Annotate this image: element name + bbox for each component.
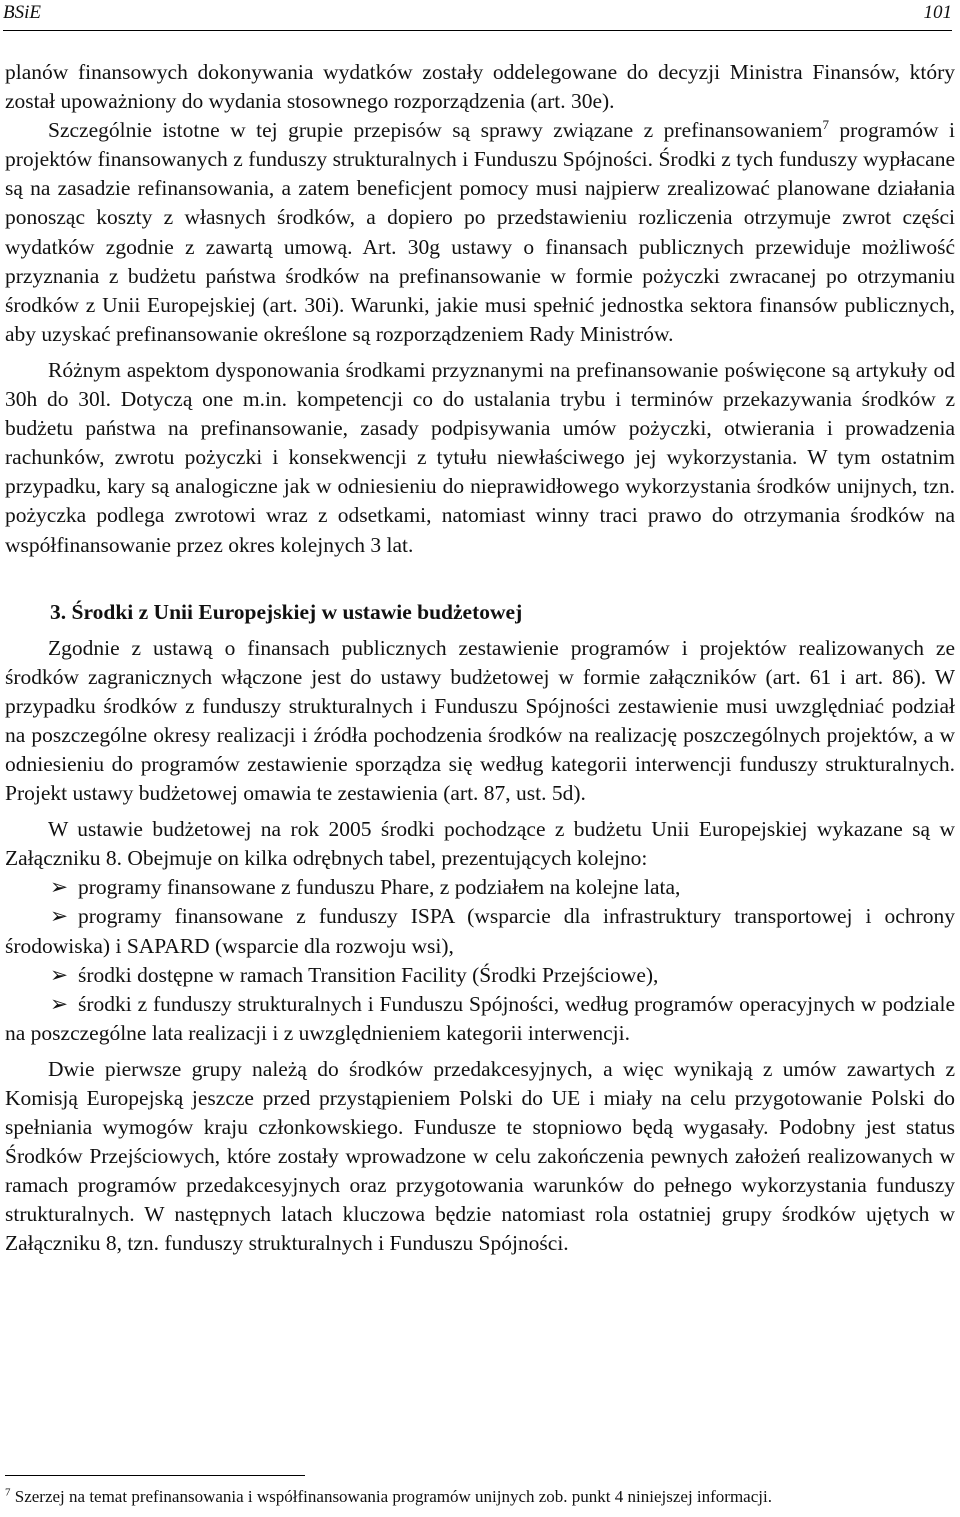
- bullet-list: [5, 873, 955, 1048]
- list-item-text: programy finansowane z funduszy ISPA (wsparcie dla infrastruktury transportowej i ochrony środowiska) i SAPARD (wsparcie dla rozwoju wsi),: [5, 904, 955, 958]
- list-item: [5, 873, 955, 902]
- list-item-text: środki z funduszy strukturalnych i Funduszu Spójności, według programów operacyjnych w podziale na poszczególne lata realizacji i z uwzględnieniem kategorii interwencji.: [5, 991, 955, 1045]
- footnote-text: Szerzej na temat prefinansowania i współfinansowania programów unijnych zob. punkt 4 niniejszej informacji.: [10, 1487, 772, 1506]
- list-item: [5, 961, 955, 990]
- list-item-text: środki dostępne w ramach Transition Facility (Środki Przejściowe),: [78, 962, 659, 987]
- list-item-text: programy finansowane z funduszu Phare, z podziałem na kolejne lata,: [78, 875, 681, 900]
- page-number: 101: [923, 2, 952, 23]
- paragraph-3: Różnym aspektom dysponowania środkami przyznanymi na prefinansowanie poświęcone są artykuły od 30h do 30l. Dotyczą one m.in. kompetencji co do ustalania trybu i terminów przekazywania środków z budżetu państwa na prefinansowanie, zasady podpisywania umów pożyczki, otwierania i prowadzenia rachunków, zwrotu pożyczki i konsekwencji z tytułu niewłaściwego jej wykorzystania. W tym ostatnim przypadku, kary są analogiczne jak w odniesieniu do nieprawidłowego wykorzystania środków unijnych, tzn. pożyczka podlega zwrotowi wraz z odsetkami, natomiast winny traci prawo do otrzymania środków na współfinansowanie przez okres kolejnych 3 lat.: [5, 357, 955, 557]
- arrow-bullet-icon: ➢: [50, 991, 69, 1016]
- list-item: [5, 902, 955, 960]
- paragraph-2-part-b: programów i projektów finansowanych z funduszy strukturalnych i Funduszu Spójności. Środki z tych funduszy wypłacane są na zasadzie refinansowania, a zatem beneficjent pomocy musi najpierw zrealizować planowane działania ponosząc koszty z własnych środków, a dopiero po przedstawieniu rozliczenia otrzymuje zwrot części wydatków zgodnie z zawartą umową. Art. 30g ustawy o finansach publicznych przewiduje możliwość przyznania z budżetu państwa środków na prefinansowanie w formie pożyczki zwracanej po otrzymaniu środków z Unii Europejskiej (art. 30i). Warunki, jakie musi spełnić jednostka sektora finansów publicznych, aby uzyskać prefinansowanie określone są rozporządzeniem Rady Ministrów.: [5, 118, 955, 346]
- paragraph-1: planów finansowych dokonywania wydatków zostały oddelegowane do decyzji Ministra Finansów, który został upoważniony do wydania stosownego rozporządzenia (art. 30e).: [5, 60, 955, 114]
- page-body: [5, 58, 955, 1259]
- footnote-ref-7: 7: [822, 117, 829, 133]
- arrow-bullet-icon: ➢: [50, 875, 69, 900]
- section-heading: 3. Środki z Unii Europejskiej w ustawie budżetowej: [50, 599, 523, 624]
- paragraph-4: Zgodnie z ustawą o finansach publicznych zestawienie programów i projektów realizowanych ze środków zagranicznych włączone jest do ustawy budżetowej w formie załączników (art. 61 i art. 86). W przypadku środków z funduszy strukturalnych i Funduszu Spójności zestawienie musi uwzględniać podział na poszczególne okresy realizacji i źródła pochodzenia środków na realizację poszczególnych projektów, a w odniesieniu do programów zestawienie sporządza się według kategorii interwencji funduszy strukturalnych. Projekt ustawy budżetowej omawia te zestawienia (art. 87, ust. 5d).: [5, 635, 955, 806]
- footnote: [5, 1485, 955, 1509]
- paragraph-2-part-a: Szczególnie istotne w tej grupie przepisów są sprawy związane z prefinansowaniem: [48, 118, 823, 143]
- header-publication: BSiE: [3, 2, 41, 23]
- paragraph-2: [5, 116, 955, 349]
- arrow-bullet-icon: ➢: [50, 962, 69, 987]
- paragraph-5: W ustawie budżetowej na rok 2005 środki pochodzące z budżetu Unii Europejskiej wykazane są w Załączniku 8. Obejmuje on kilka odrębnych tabel, prezentujących kolejno:: [5, 817, 955, 871]
- paragraph-6: Dwie pierwsze grupy należą do środków przedakcesyjnych, a więc wynikają z umów zawartych z Komisją Europejską jeszcze przed przystąpieniem Polski do UE i miały na celu przygotowanie Polski do spełniania wymogów kraju członkowskiego. Fundusze te stopniowo będą wygasały. Podobny jest status Środków Przejściowych, które zostały wprowadzone w celu zakończenia pewnych założeń realizowanych w ramach programów przedakcesyjnych oraz przygotowania warunków do pełnego wykorzystania funduszy strukturalnych. W następnych latach kluczowa będzie natomiast rola ostatniej grupy środków ujętych w Załączniku 8, tzn. funduszy strukturalnych i Funduszu Spójności.: [5, 1056, 955, 1256]
- arrow-bullet-icon: ➢: [50, 904, 69, 929]
- footnote-divider: [5, 1475, 305, 1476]
- list-item: [5, 990, 955, 1048]
- footnote-number: 7: [5, 1486, 11, 1499]
- page-header: [3, 0, 952, 31]
